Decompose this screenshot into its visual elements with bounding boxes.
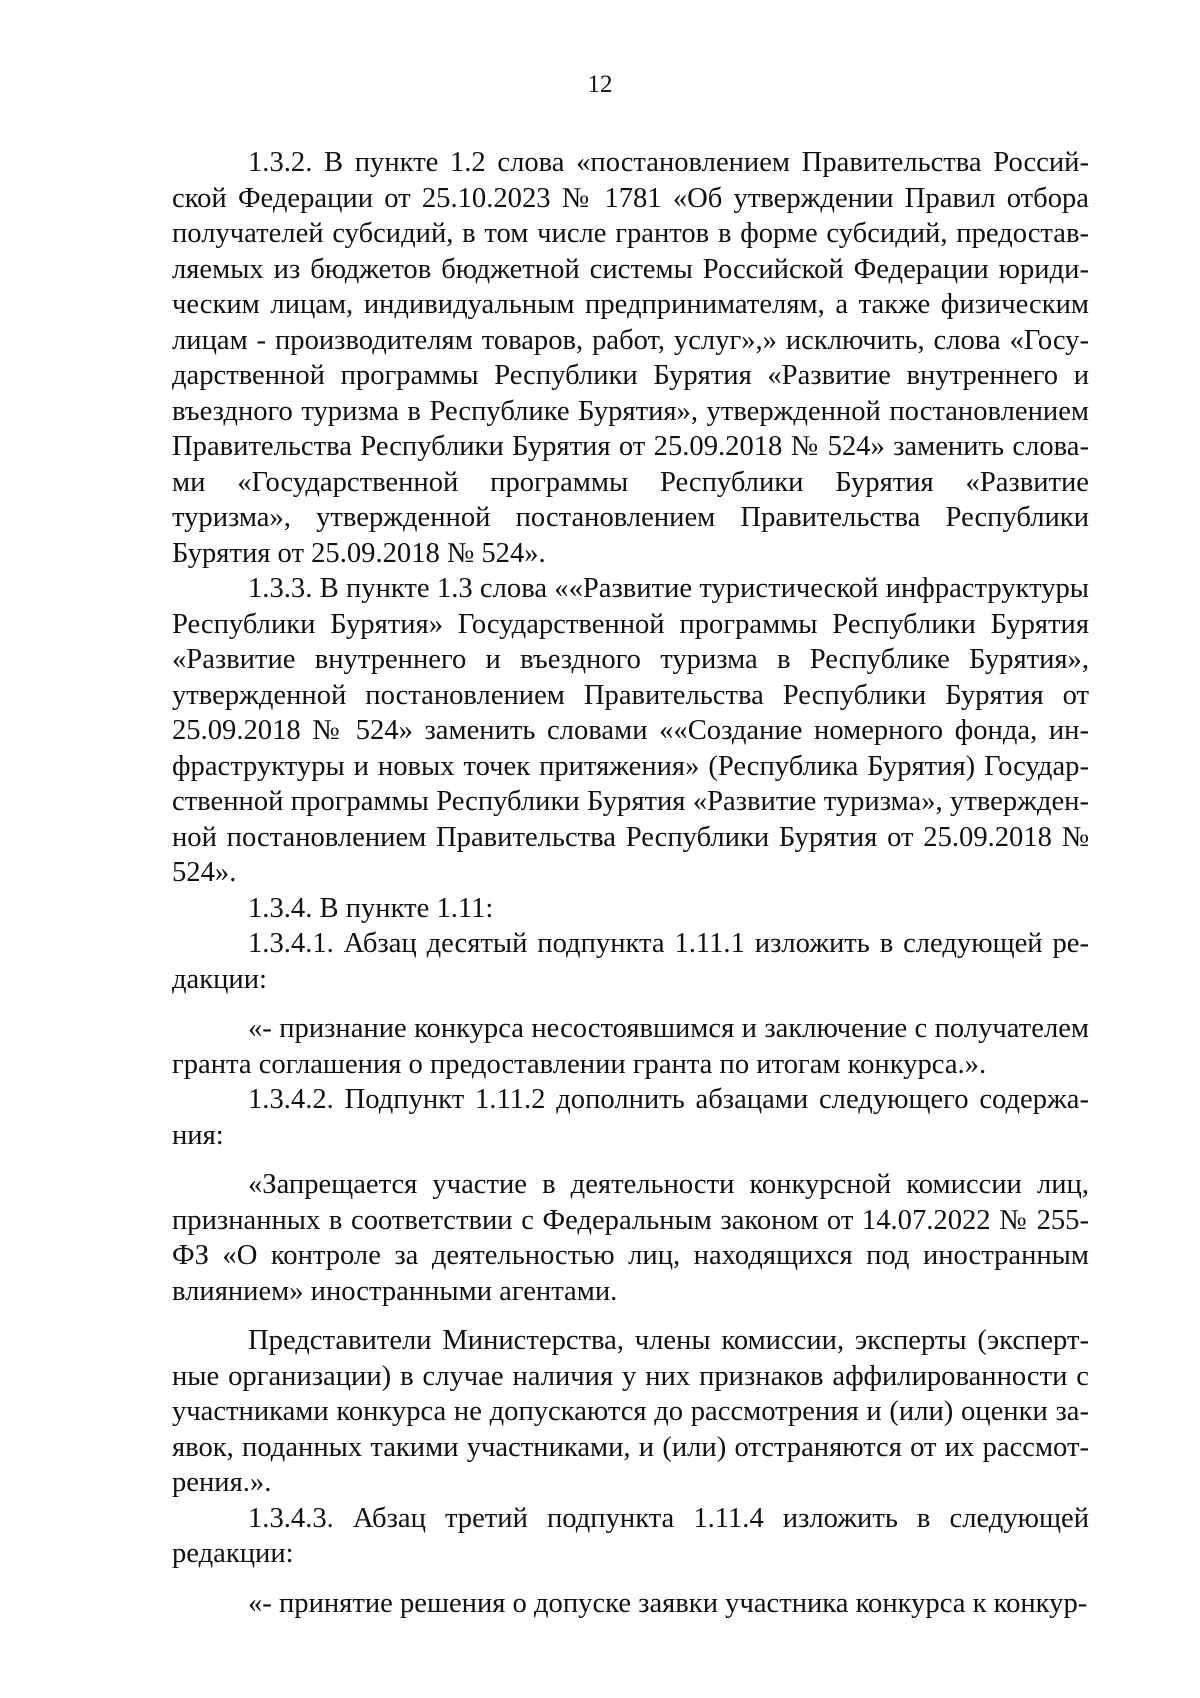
paragraph-quote-recognition: «- признание конкурса несостоявшимся и заключение с получателем гранта соглашения о предоставлении гранта по итогам конкурса.». [172,1013,1089,1080]
paragraph-1-3-4: 1.3.4. В пункте 1.11: [248,892,494,924]
paragraph-1-3-4-3: 1.3.4.3. Абзац третий подпункта 1.11.4 изложить в следующей редакции: [172,1502,1089,1569]
paragraph-quote-admission: «- принятие решения о допуске заявки участника конкурса к конкур- [248,1587,1088,1619]
paragraph-quote-prohibition: «Запрещается участие в деятельности конкурсной комиссии лиц, признанных в соответствии с Федеральным законом от 14.07.2022 № 255-ФЗ «О контроле за деятельностью лиц, находящихся под иностранным влиянием» иностранными агентами. [172,1169,1089,1307]
paragraph-representatives: Представители Министерства, члены комиссии, эксперты (экспертные организации) в случае наличия у них признаков аффилированности с участниками конкурса не допускаются до рассмотрения и (или) оценки заявок, поданных такими участниками, и (или) отстраняются от их рассмотрения.». [172,1325,1089,1498]
paragraph-1-3-2: 1.3.2. В пункте 1.2 слова «постановлением Правительства Российской Федерации от 25.10.2023 № 1781 «Об утверждении Правил отбора получателей субсидий, в том числе грантов в форме субсидий, предоставляемых из бюджетов бюджетной системы Российской Федерации юридическим лицам, индивидуальным предпринимателям, а также физическим лицам - производителям товаров, работ, услуг»,» исключить, слова «Государственной программы Республики Бурятия «Развитие внутреннего и въездного туризма в Республике Бурятия», утвержденной постановлением Правительства Республики Бурятия от 25.09.2018 № 524» заменить словами «Государственной программы Республики Бурятия «Развитие туризма», утвержденной постановлением Правительства Республики Бурятия от 25.09.2018 № 524». [172,147,1089,569]
page-number: 12 [587,71,613,98]
paragraph-1-3-4-1: 1.3.4.1. Абзац десятый подпункта 1.11.1 изложить в следующей редакции: [172,928,1089,995]
document-body [172,145,1089,1621]
paragraph-1-3-4-2: 1.3.4.2. Подпункт 1.11.2 дополнить абзацами следующего содержания: [172,1084,1089,1151]
paragraph-1-3-3: 1.3.3. В пункте 1.3 слова ««Развитие туристической инфраструктуры Республики Бурятия» Государственной программы Республики Бурятия «Развитие внутреннего и въездного туризма в Республике Бурятия», утвержденной постановлением Правительства Республики Бурятия от 25.09.2018 № 524» заменить словами ««Создание номерного фонда, инфраструктуры и новых точек притяжения» (Республика Бурятия) Государственной программы Республики Бурятия «Развитие туризма», утвержденной постановлением Правительства Республики Бурятия от 25.09.2018 № 524». [172,573,1089,888]
